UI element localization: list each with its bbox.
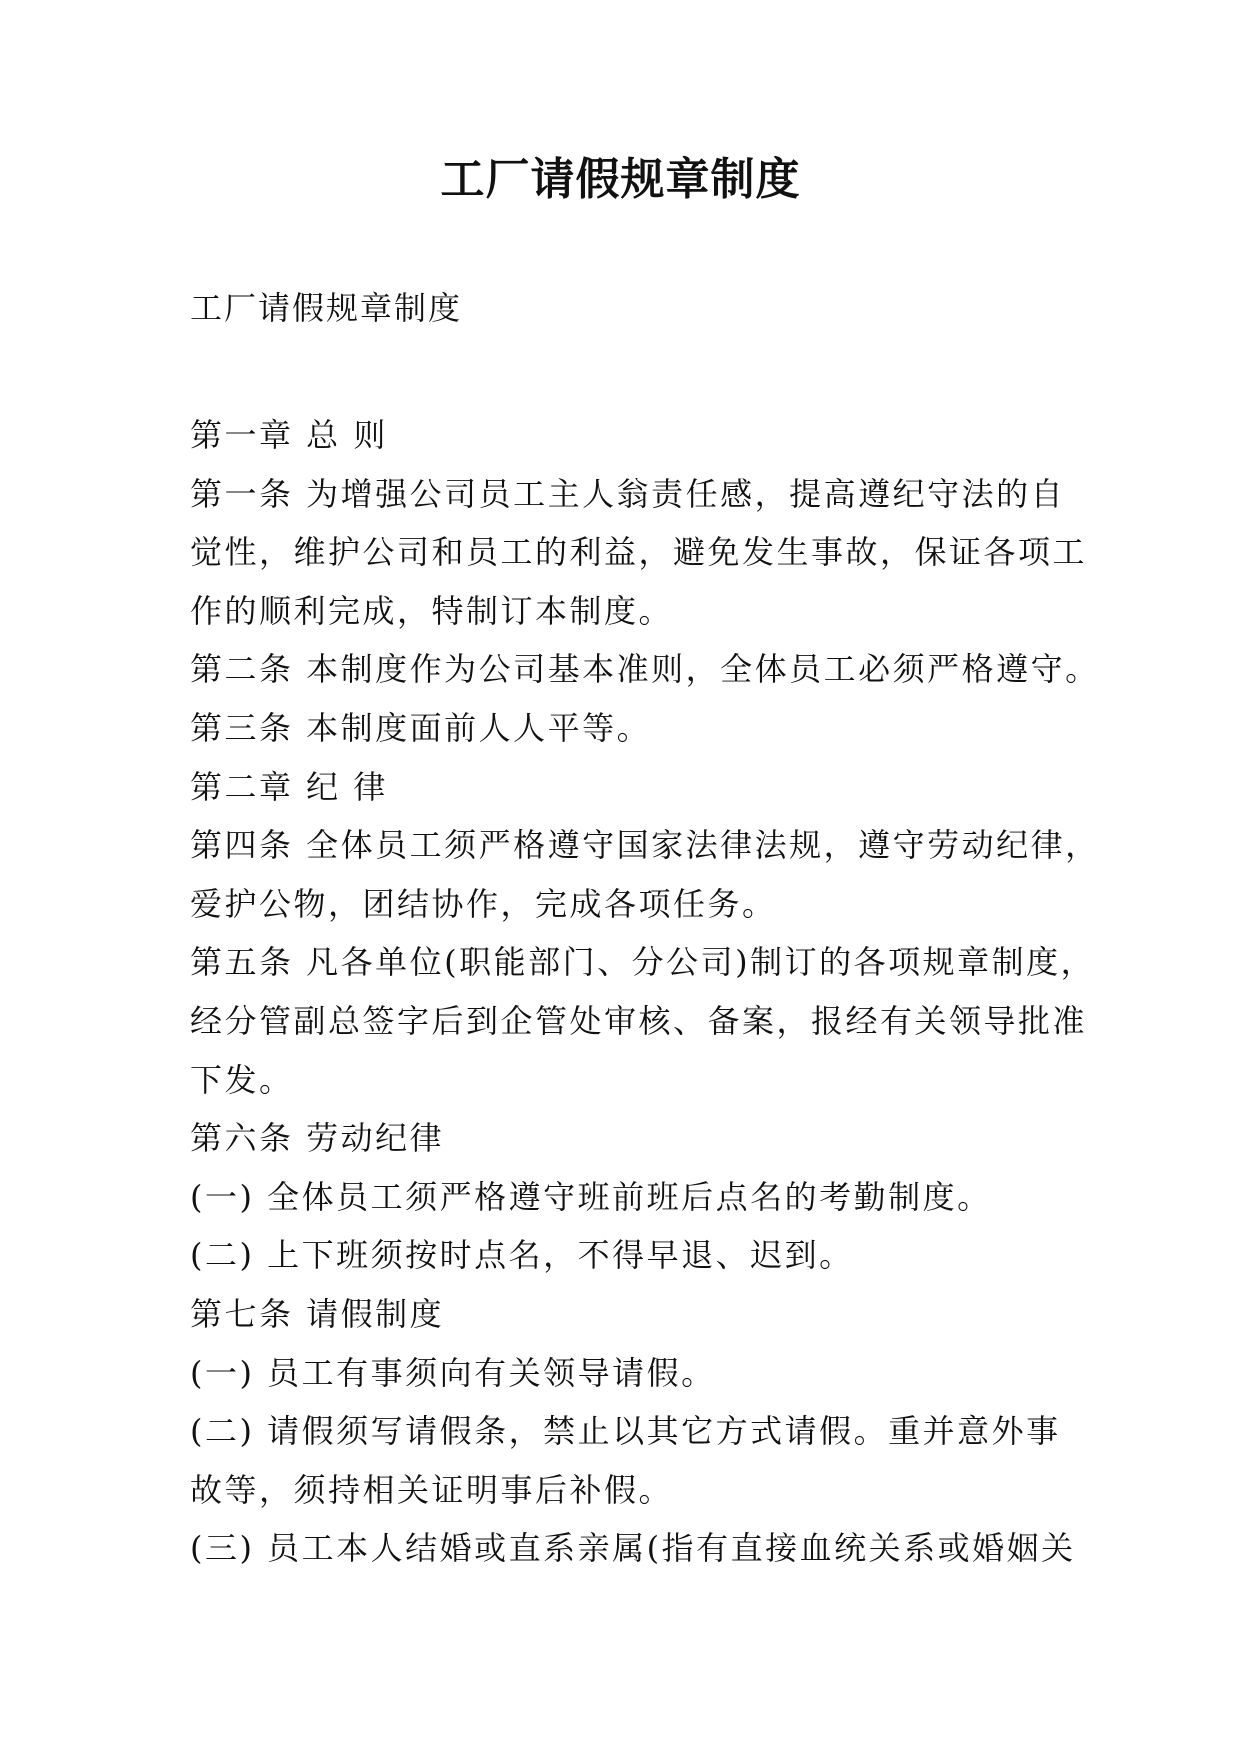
article-line: 第六条 劳动纪律: [190, 1119, 445, 1158]
article-line: 作的顺利完成，特制订本制度。: [190, 591, 674, 630]
article-line: 第四条 全体员工须严格遵守国家法律法规，遵守劳动纪律，: [190, 826, 1100, 865]
clause-line: (二) 上下班须按时点名，不得早退、迟到。: [190, 1236, 854, 1275]
clause-line: (一) 员工有事须向有关领导请假。: [190, 1353, 716, 1392]
clause-line: (一) 全体员工须严格遵守班前班后点名的考勤制度。: [190, 1177, 992, 1216]
article-line: 觉性，维护公司和员工的利益，避免发生事故，保证各项工: [190, 533, 1088, 572]
clause-line: 故等，须持相关证明事后补假。: [190, 1470, 674, 1509]
article-line: 爱护公物，团结协作，完成各项任务。: [190, 884, 777, 923]
article-line: 第七条 请假制度: [190, 1294, 445, 1333]
chapter-heading: 第一章 总 则: [190, 416, 388, 454]
article-line: 第三条 本制度面前人人平等。: [190, 708, 652, 747]
clause-line: (三) 员工本人结婚或直系亲属(指有直接血统关系或婚姻关: [190, 1529, 1076, 1568]
article-line: 第五条 凡各单位(职能部门、分公司)制订的各项规章制度，: [190, 943, 1096, 982]
article-line: 下发。: [190, 1060, 294, 1099]
document-body: [190, 406, 1100, 1578]
document-subtitle: 工厂请假规章制度: [190, 289, 463, 327]
article-line: 经分管副总签字后到企管处审核、备案，报经有关领导批准: [190, 1001, 1088, 1040]
clause-line: (二) 请假须写请假条，禁止以其它方式请假。重并意外事: [190, 1412, 1061, 1451]
document-title: 工厂请假规章制度: [440, 154, 801, 205]
article-line: 第二条 本制度作为公司基本准则，全体员工必须严格遵守。: [190, 650, 1100, 689]
chapter-heading: 第二章 纪 律: [190, 767, 388, 806]
article-line: 第一条 为增强公司员工主人翁责任感，提高遵纪守法的自: [190, 474, 1066, 513]
